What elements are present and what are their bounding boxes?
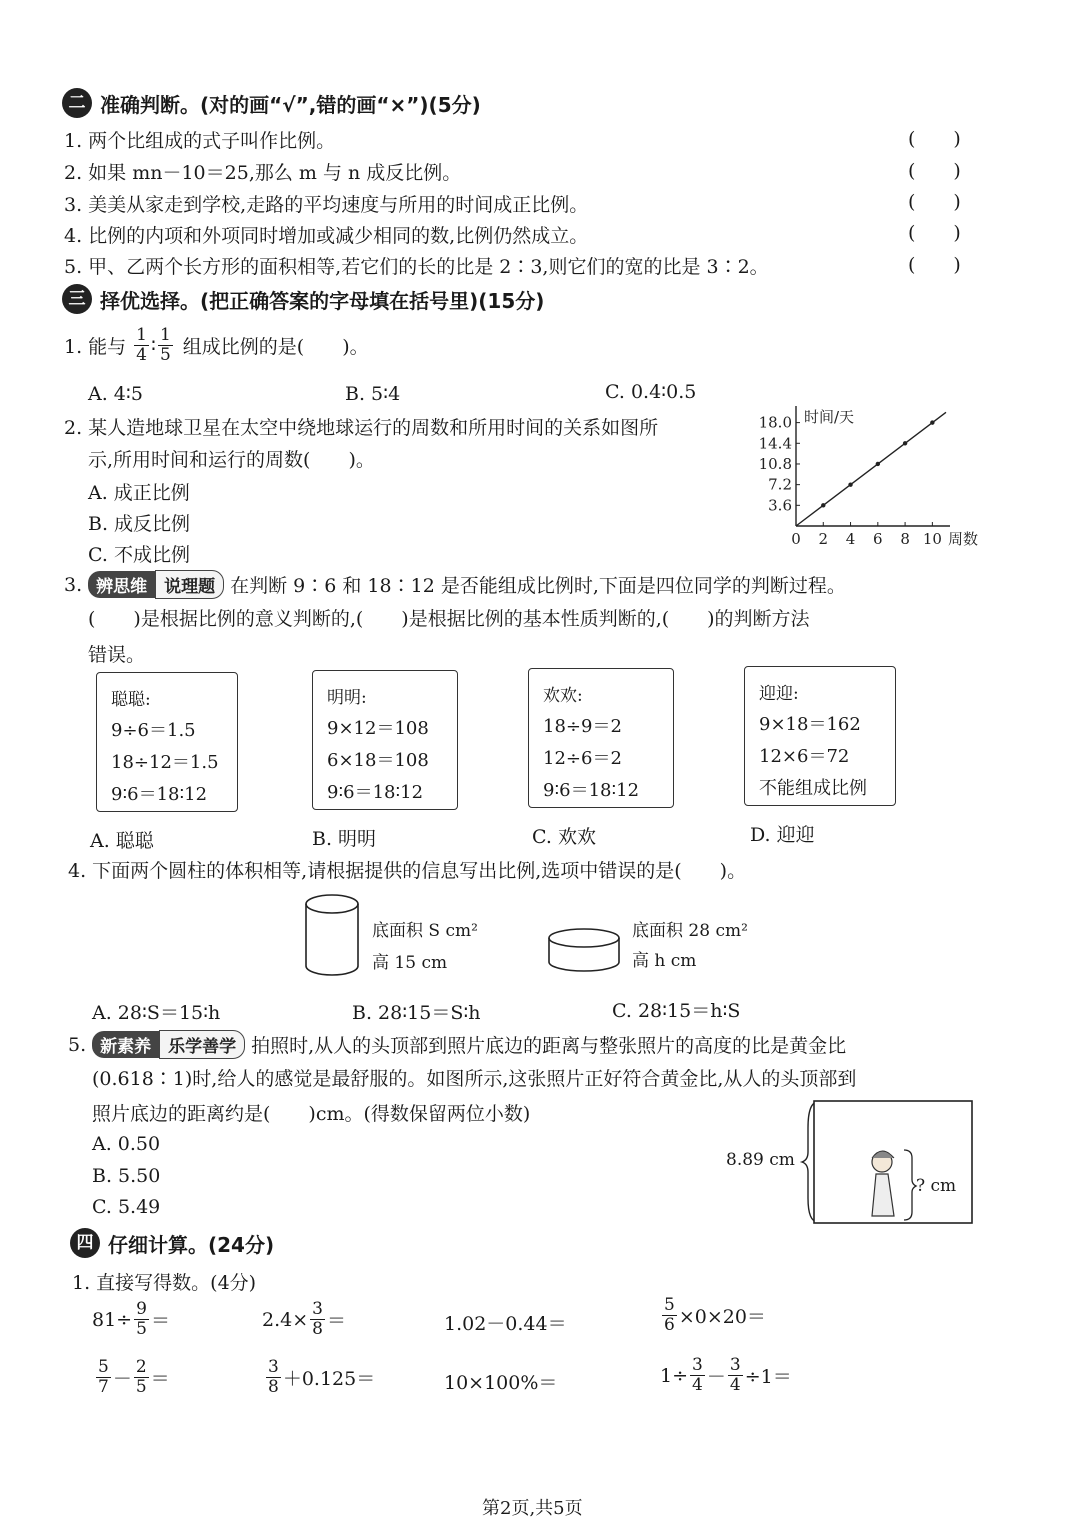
q3-tag-think: 辨思维	[88, 571, 155, 598]
card-line: 9×12＝108	[327, 718, 429, 739]
page-footer: 第2页,共5页	[482, 1498, 583, 1519]
denominator: 7	[98, 1377, 109, 1397]
numerator: 3	[729, 1355, 741, 1375]
calc-text: －	[706, 1366, 726, 1388]
numerator: 5	[664, 1295, 675, 1315]
q5-line-2: (0.618∶1)时,给人的感觉是最舒服的。如图所示,这张照片正好符合黄金比,从人的头顶部到	[92, 1068, 857, 1090]
numerator: 3	[268, 1357, 279, 1377]
y-tick-label: 10.8	[758, 454, 792, 473]
y-tick-label: 3.6	[768, 496, 792, 515]
x-tick-label: 8	[900, 530, 910, 548]
card-line: 9∶6＝18∶12	[327, 782, 424, 803]
numerator: 3	[692, 1355, 703, 1375]
calc-text: 1.02－0.44＝	[444, 1313, 567, 1335]
y-tick-label: 14.4	[758, 434, 792, 453]
cylinder2-area: 底面积 28 cm²	[632, 921, 748, 941]
q3-option-a[interactable]: A. 聪聪	[90, 830, 154, 852]
calc-fraction	[266, 1358, 281, 1397]
calc-fraction	[662, 1296, 677, 1335]
x-tick-label: 2	[818, 530, 829, 548]
numerator: 2	[135, 1357, 147, 1377]
calc-text: 2.4×	[262, 1308, 309, 1331]
card-line: 12×6＝72	[759, 746, 850, 767]
card-line: 不能组成比例	[759, 778, 867, 799]
short-cylinder-image	[544, 926, 624, 976]
q4-option-a[interactable]: A. 28∶S＝15∶h	[92, 1002, 221, 1024]
section4-header	[70, 1228, 274, 1258]
card-line: 9∶6＝18∶12	[111, 784, 208, 805]
card-line: 18÷9＝2	[543, 716, 622, 737]
q1-option-b[interactable]: B. 5∶4	[345, 383, 401, 405]
data-point	[876, 462, 880, 466]
numerator: 9	[136, 1299, 147, 1319]
x-tick-label: 4	[845, 530, 856, 548]
denominator: 8	[268, 1377, 279, 1397]
q5-tag-literacy: 新素养	[92, 1031, 159, 1058]
denominator: 5	[135, 1377, 147, 1397]
q3-card-huanhuan	[528, 668, 674, 808]
calc-text: ＝	[150, 1368, 170, 1390]
q5-option-b[interactable]: B. 5.50	[92, 1165, 161, 1187]
q3-option-b[interactable]: B. 明明	[312, 828, 377, 850]
calc-fraction	[690, 1356, 705, 1395]
q5-line-3: 照片底边的距离约是( )cm。(得数保留两位小数)	[92, 1103, 531, 1125]
data-point	[930, 420, 934, 424]
calc-text: －	[112, 1368, 132, 1390]
q1-option-c[interactable]: C. 0.4∶0.5	[605, 381, 697, 403]
q5-option-c[interactable]: C. 5.49	[92, 1196, 161, 1218]
calc-3[interactable]	[444, 1309, 567, 1336]
denominator: 4	[692, 1375, 703, 1395]
x-tick-label: 10	[922, 530, 942, 548]
card-line: 6×18＝108	[327, 750, 429, 771]
q3-card-mingming	[312, 670, 458, 810]
s4-sub1: 1. 直接写得数。(4分)	[72, 1272, 257, 1294]
s2-item-1: 1. 两个比组成的式子叫作比例。	[64, 130, 336, 152]
card-name: 聪聪:	[111, 690, 151, 710]
calc-fraction	[310, 1300, 325, 1339]
q2-option-b[interactable]: B. 成反比例	[88, 513, 191, 535]
section4-badge: 四	[70, 1228, 100, 1258]
calc-7[interactable]	[444, 1368, 557, 1395]
cylinder1-area: 底面积 S cm²	[372, 921, 478, 941]
section3-title: 择优选择。(把正确答案的字母填在括号里)(15分)	[100, 288, 545, 313]
q3-card-congcong	[96, 672, 238, 812]
calc-text: 10×100%＝	[444, 1372, 558, 1394]
data-point	[903, 441, 907, 445]
calc-4[interactable]	[660, 1296, 766, 1335]
q1-option-a[interactable]: A. 4∶5	[88, 383, 143, 405]
calc-5[interactable]	[94, 1358, 170, 1397]
calc-fraction	[134, 1300, 149, 1339]
q5-option-a[interactable]: A. 0.50	[92, 1133, 161, 1155]
s2-answer-4[interactable]: ( )	[908, 222, 961, 244]
q2-line-2: 示,所用时间和运行的周数( )。	[88, 449, 375, 471]
section2-title: 准确判断。(对的画“√”,错的画“×”)(5分)	[100, 92, 481, 117]
s2-answer-5[interactable]: ( )	[908, 254, 961, 276]
calc-1[interactable]	[92, 1300, 170, 1339]
q4-option-b[interactable]: B. 28∶15＝S∶h	[352, 1002, 481, 1024]
section3-header	[62, 284, 544, 314]
y-axis-label: 时间/天	[804, 408, 855, 426]
denominator: 4	[729, 1375, 741, 1395]
cylinder1-height: 高 15 cm	[372, 953, 448, 973]
x-axis-label: 周数	[948, 530, 979, 548]
q3-number: 3.	[64, 573, 83, 596]
card-name: 迎迎:	[759, 684, 799, 704]
calc-text: ×0×20＝	[678, 1306, 766, 1328]
q1-f1-denominator: 4	[136, 345, 147, 365]
card-line: 9÷6＝1.5	[111, 720, 196, 741]
section2-badge: 二	[62, 88, 92, 118]
q1-f1-numerator: 1	[136, 325, 147, 345]
denominator: 6	[664, 1315, 675, 1335]
cylinder2-height: 高 h cm	[632, 951, 697, 971]
y-tick-label: 18.0	[758, 413, 792, 432]
q2-option-a[interactable]: A. 成正比例	[88, 482, 190, 504]
q3-line-3: 错误。	[88, 644, 146, 666]
q1-suffix: 组成比例的是( )。	[182, 336, 369, 358]
q2-line-chart	[752, 402, 982, 562]
q3-option-c[interactable]: C. 欢欢	[532, 826, 596, 848]
calc-text: ＋0.125＝	[282, 1368, 376, 1390]
calc-text: ＝	[326, 1310, 346, 1332]
data-point	[848, 482, 852, 486]
calc-text: 81÷	[92, 1308, 133, 1331]
calc-text: 1÷	[660, 1364, 689, 1387]
denominator: 8	[312, 1319, 323, 1339]
card-line: 18÷12＝1.5	[111, 752, 219, 773]
card-line: 12÷6＝2	[543, 748, 622, 769]
x-tick-label: 6	[873, 530, 883, 548]
card-line: 9∶6＝18∶12	[543, 780, 640, 801]
s2-answer-3[interactable]: ( )	[908, 191, 961, 213]
calc-fraction	[728, 1356, 743, 1395]
q5-line-1	[68, 1030, 846, 1059]
q4-option-c[interactable]: C. 28∶15＝h∶S	[612, 1000, 741, 1022]
card-line: 9×18＝162	[759, 714, 861, 735]
q1-colon: ∶	[151, 334, 156, 357]
denominator: 5	[136, 1319, 147, 1339]
q2-option-c[interactable]: C. 不成比例	[88, 544, 190, 566]
q4-line-1: 4. 下面两个圆柱的体积相等,请根据提供的信息写出比例,选项中错误的是( )。	[68, 860, 747, 882]
calc-8[interactable]	[660, 1356, 792, 1395]
s2-item-4: 4. 比例的内项和外项同时增加或减少相同的数,比例仍然成立。	[64, 225, 589, 247]
tall-cylinder-image	[300, 892, 364, 978]
series-line	[796, 412, 946, 526]
photo-figure	[798, 1098, 976, 1226]
calc-fraction	[96, 1358, 111, 1397]
photo-height-label: 8.89 cm	[726, 1150, 795, 1170]
data-point	[821, 503, 825, 507]
q1-f2-denominator: 5	[159, 345, 171, 365]
s2-answer-1[interactable]: ( )	[908, 128, 961, 150]
card-name: 欢欢:	[543, 686, 583, 706]
card-name: 明明:	[327, 688, 367, 708]
y-tick-label: 7.2	[768, 475, 792, 494]
calc-text: ＝	[150, 1310, 170, 1332]
calc-6[interactable]	[264, 1358, 375, 1397]
calc-fraction	[134, 1358, 149, 1397]
q3-tag-reason: 说理题	[155, 570, 224, 599]
x-tick-label: 0	[791, 530, 801, 548]
q3-text-1: 在判断 9∶6 和 18∶12 是否能组成比例时,下面是四位同学的判断过程。	[230, 575, 846, 597]
numerator: 5	[98, 1357, 109, 1377]
section4-title: 仔细计算。(24分)	[108, 1232, 275, 1257]
s2-item-2: 2. 如果 mn－10＝25,那么 m 与 n 成反比例。	[64, 162, 462, 184]
q5-tag-learn: 乐学善学	[159, 1030, 245, 1059]
q3-card-yingying	[744, 666, 896, 806]
q1-f2-numerator: 1	[159, 325, 171, 345]
s2-item-5: 5. 甲、乙两个长方形的面积相等,若它们的长的比是 2∶3,则它们的宽的比是 3∶2。	[64, 256, 769, 278]
q1-line	[64, 326, 369, 365]
s2-answer-2[interactable]: ( )	[908, 160, 961, 182]
numerator: 3	[312, 1299, 323, 1319]
q3-option-d[interactable]: D. 迎迎	[750, 824, 815, 846]
s2-item-3: 3. 美美从家走到学校,走路的平均速度与所用的时间成正比例。	[64, 194, 589, 216]
calc-text: ÷1＝	[744, 1366, 792, 1388]
q3-line-1	[64, 570, 846, 599]
photo-unknown-label: ? cm	[916, 1176, 957, 1196]
q3-line-2: ( )是根据比例的意义判断的,( )是根据比例的基本性质判断的,( )的判断方法	[88, 608, 810, 630]
q2-line-1: 2. 某人造地球卫星在太空中绕地球运行的周数和所用时间的关系如图所	[64, 417, 659, 439]
section2-header	[62, 88, 481, 118]
section3-badge: 三	[62, 284, 92, 314]
calc-2[interactable]	[262, 1300, 346, 1339]
q5-text-1: 拍照时,从人的头顶部到照片底边的距离与整张照片的高度的比是黄金比	[251, 1035, 847, 1057]
q1-prefix: 1. 能与	[64, 336, 127, 358]
q1-fraction-2	[158, 326, 173, 365]
q5-number: 5.	[68, 1033, 87, 1056]
q1-fraction-1	[134, 326, 149, 365]
